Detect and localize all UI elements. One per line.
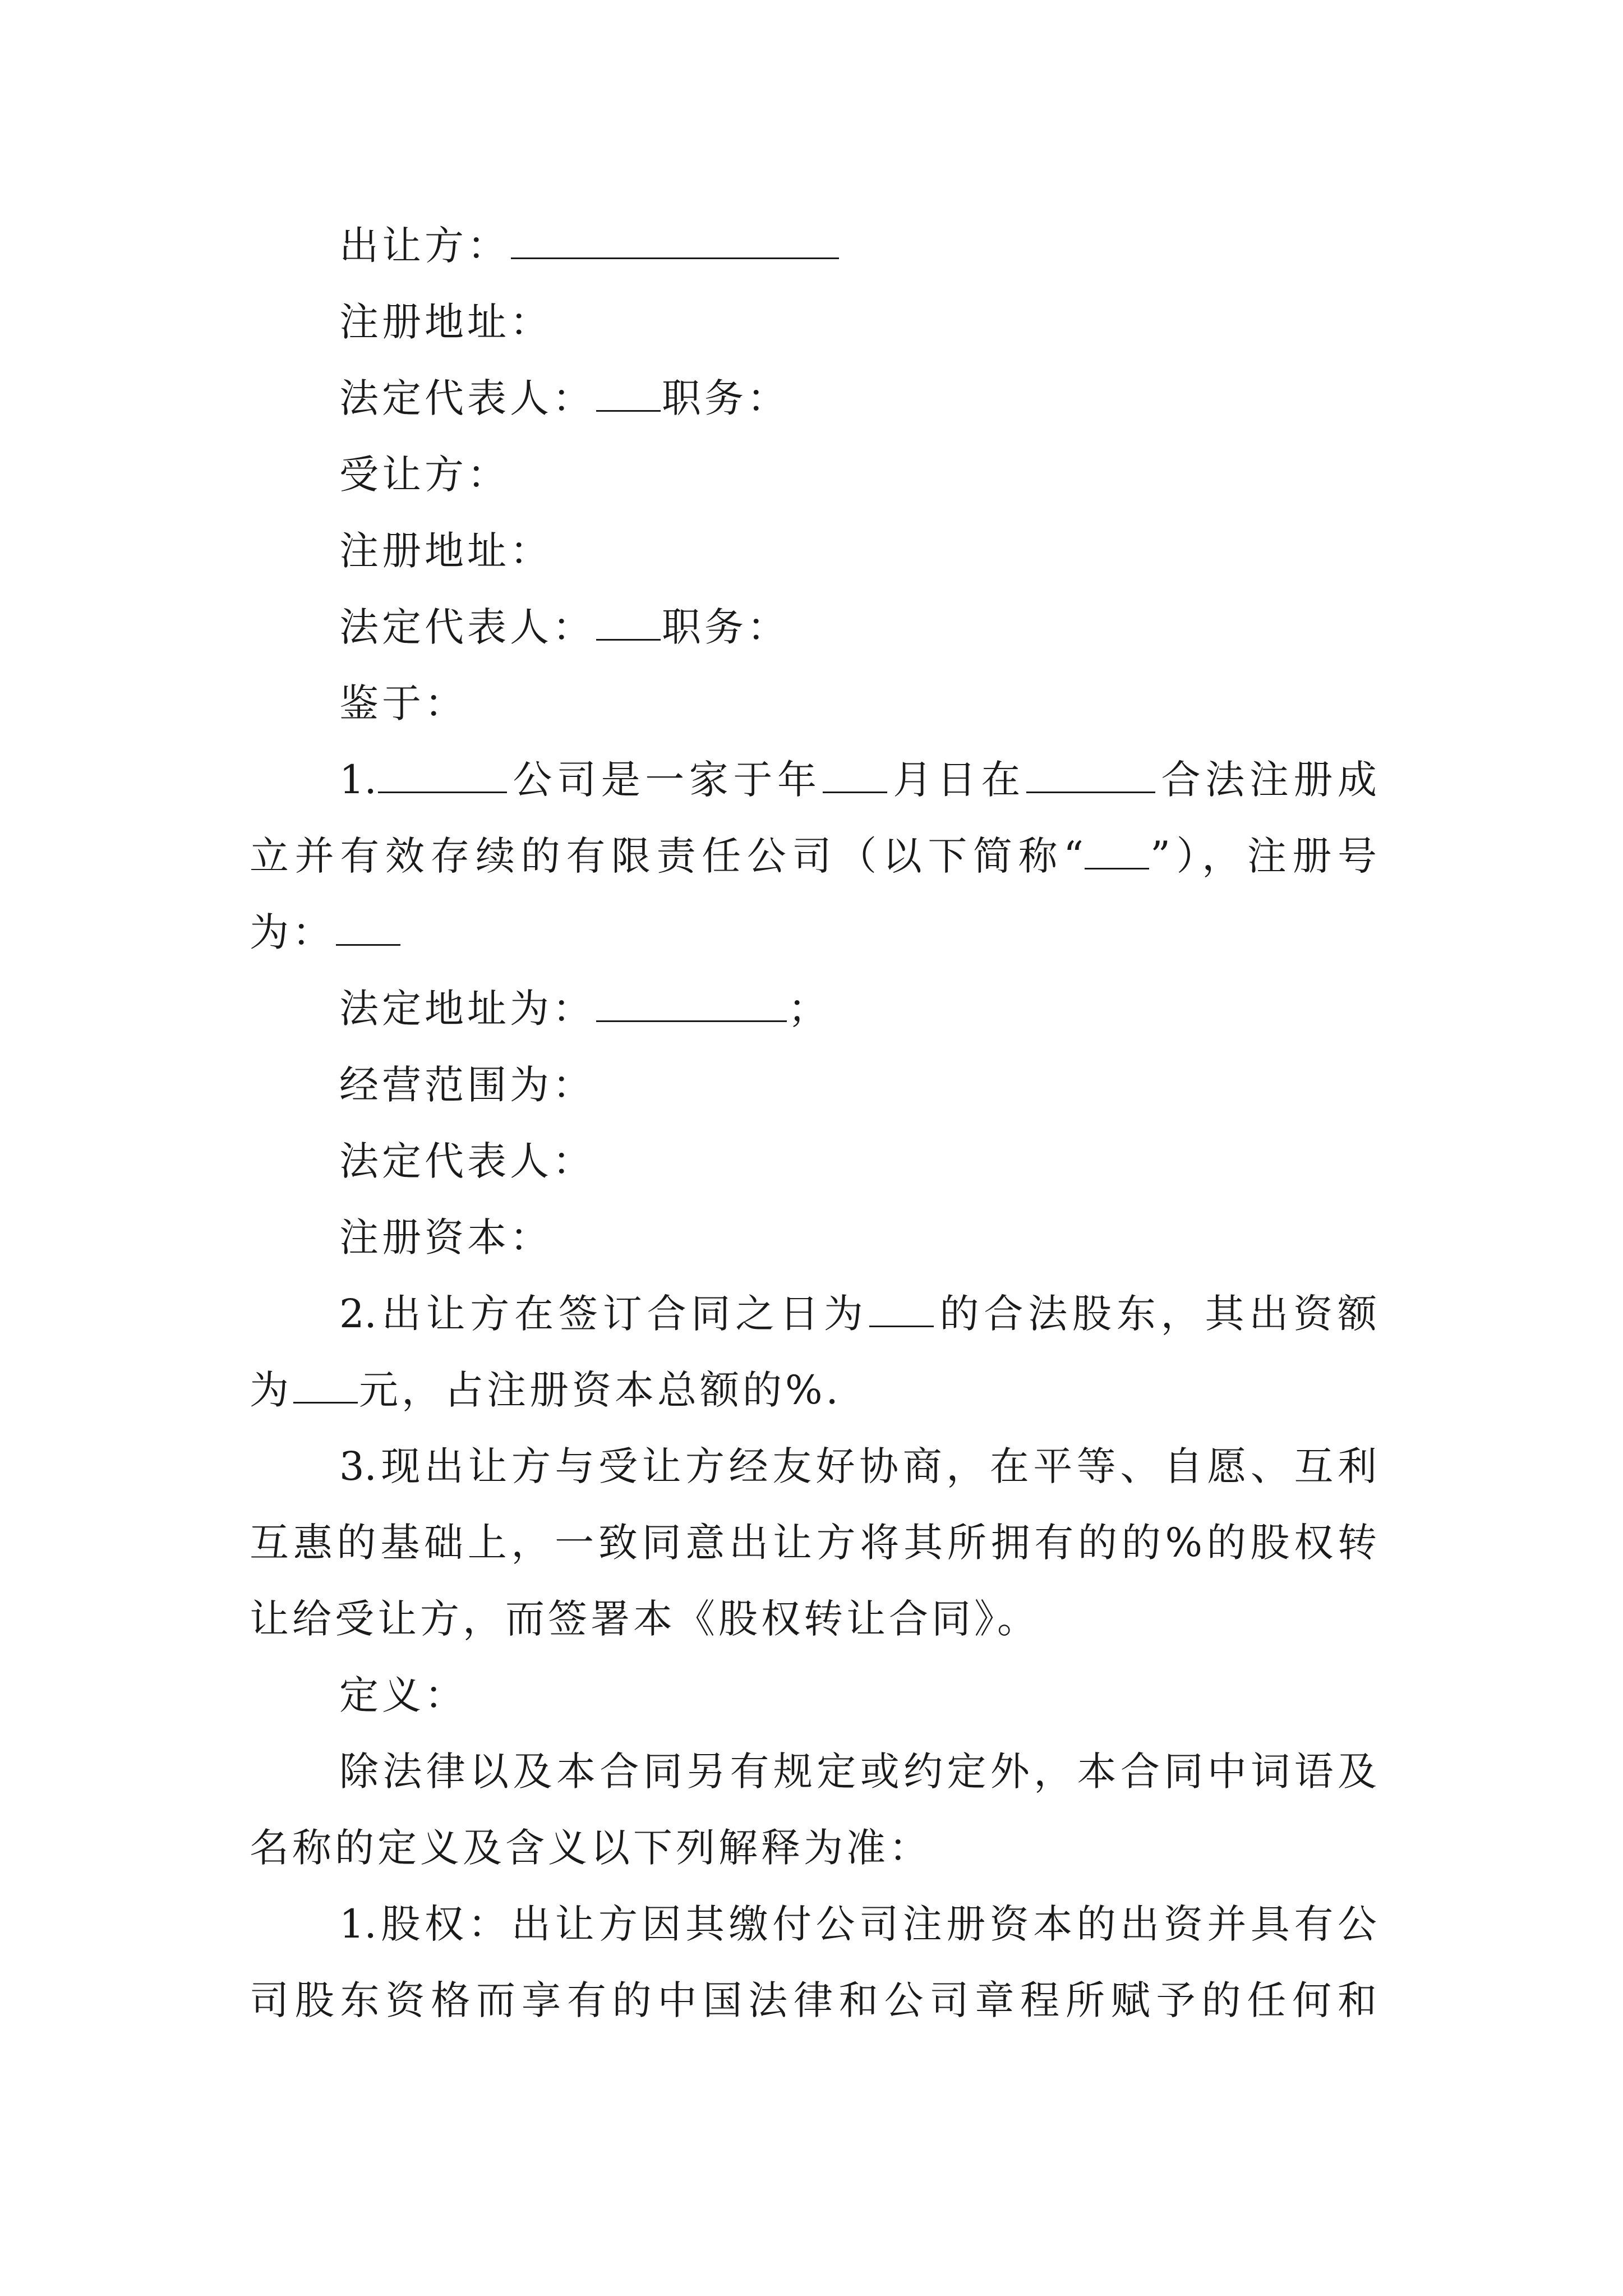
definitions-heading-text: 定义： bbox=[339, 1672, 467, 1718]
definition1-line2 bbox=[250, 1962, 1377, 2039]
item3-text-b: 互惠的基础上，一致同意出让方将其所拥有的的%的股权转 bbox=[250, 1520, 1377, 1566]
whereas-item1-line1 bbox=[250, 742, 1377, 818]
item2-text-a: 2.出让方在签订合同之日为 bbox=[339, 1291, 868, 1337]
company-legal-rep-line bbox=[250, 1123, 1377, 1199]
reg-capital-line bbox=[250, 1199, 1377, 1276]
item1-text-a: 公司是一家于年 bbox=[508, 757, 822, 803]
short-name-blank bbox=[1085, 833, 1149, 869]
item2-text-c: 为 bbox=[250, 1367, 292, 1413]
transferor-address-line bbox=[250, 284, 1377, 360]
item1-text-d: 立并有效存续的有限责任公司（以下简称“ bbox=[250, 833, 1084, 879]
definitions-intro-line2 bbox=[250, 1810, 1377, 1886]
transferee-legal-rep-label: 法定代表人： bbox=[339, 604, 595, 650]
transferee-label: 受让方： bbox=[339, 452, 510, 498]
transferor-legal-rep-line bbox=[250, 360, 1377, 436]
transferee-legal-rep-blank bbox=[596, 604, 661, 641]
whereas-item1-line2 bbox=[250, 818, 1377, 894]
whereas-heading bbox=[250, 665, 1377, 742]
item3-text-c: 让给受让方，而签署本《股权转让合同》。 bbox=[250, 1596, 1040, 1642]
item3-text-a: 3.现出让方与受让方经友好协商，在平等、自愿、互利 bbox=[339, 1443, 1377, 1489]
reg-number-blank bbox=[336, 909, 400, 946]
contract-body bbox=[250, 208, 1377, 2039]
whereas-item3-line3 bbox=[250, 1581, 1377, 1657]
item1-number: 1. bbox=[339, 757, 377, 803]
item2-text-d: 元，占注册资本总额的%. bbox=[359, 1367, 842, 1413]
transferor-legal-rep-blank bbox=[596, 375, 661, 412]
whereas-item1-line3 bbox=[250, 894, 1377, 970]
whereas-item3-line2 bbox=[250, 1504, 1377, 1581]
transferor-line bbox=[250, 208, 1377, 284]
company-legal-rep-label: 法定代表人： bbox=[339, 1138, 595, 1184]
definition1-text-b: 司股东资格而享有的中国法律和公司章程所赋予的任何和 bbox=[250, 1977, 1377, 2023]
legal-address-blank bbox=[596, 986, 787, 1022]
definitions-intro-a: 除法律以及本合同另有规定或约定外，本合同中词语及 bbox=[339, 1749, 1377, 1795]
definition1-line1 bbox=[250, 1886, 1377, 1962]
company-name-blank bbox=[378, 757, 507, 793]
definition1-text-a: 1.股权：出让方因其缴付公司注册资本的出资并具有公 bbox=[339, 1901, 1377, 1947]
reg-capital-label: 注册资本： bbox=[339, 1214, 552, 1260]
business-scope-label: 经营范围为： bbox=[339, 1062, 595, 1108]
transferor-blank bbox=[511, 223, 839, 259]
transferor-label: 出让方： bbox=[339, 223, 510, 269]
whereas-heading-text: 鉴于： bbox=[339, 680, 467, 726]
item1-text-c: 合法注册成 bbox=[1156, 757, 1377, 803]
item1-text-b: 月日在 bbox=[888, 757, 1026, 803]
whereas-item2-line1 bbox=[250, 1276, 1377, 1352]
transferee-position-label: 职务： bbox=[662, 604, 790, 650]
transferee-address-line bbox=[250, 513, 1377, 589]
amount-blank bbox=[293, 1367, 358, 1404]
whereas-item2-line2 bbox=[250, 1352, 1377, 1428]
transferee-line bbox=[250, 436, 1377, 513]
transferee-legal-rep-line bbox=[250, 589, 1377, 665]
whereas-item3-line1 bbox=[250, 1428, 1377, 1504]
legal-address-line bbox=[250, 970, 1377, 1047]
definitions-intro-b: 名称的定义及含义以下列解释为准： bbox=[250, 1825, 932, 1871]
place-blank bbox=[1026, 757, 1155, 793]
item1-text-f: 为： bbox=[250, 909, 335, 955]
legal-address-end: ； bbox=[788, 986, 831, 1032]
item2-text-b: 的合法股东，其出资额 bbox=[934, 1291, 1377, 1337]
definitions-heading bbox=[250, 1657, 1377, 1733]
transferor-legal-rep-label: 法定代表人： bbox=[339, 375, 595, 421]
business-scope-line bbox=[250, 1047, 1377, 1123]
legal-address-label: 法定地址为： bbox=[339, 986, 595, 1032]
company-blank bbox=[869, 1291, 934, 1327]
definitions-intro-line1 bbox=[250, 1733, 1377, 1810]
transferor-position-label: 职务： bbox=[662, 375, 790, 421]
month-blank bbox=[823, 757, 887, 793]
transferor-address-label: 注册地址： bbox=[339, 299, 552, 345]
transferee-address-label: 注册地址： bbox=[339, 528, 552, 574]
item1-text-e: ”），注册号 bbox=[1150, 833, 1377, 879]
